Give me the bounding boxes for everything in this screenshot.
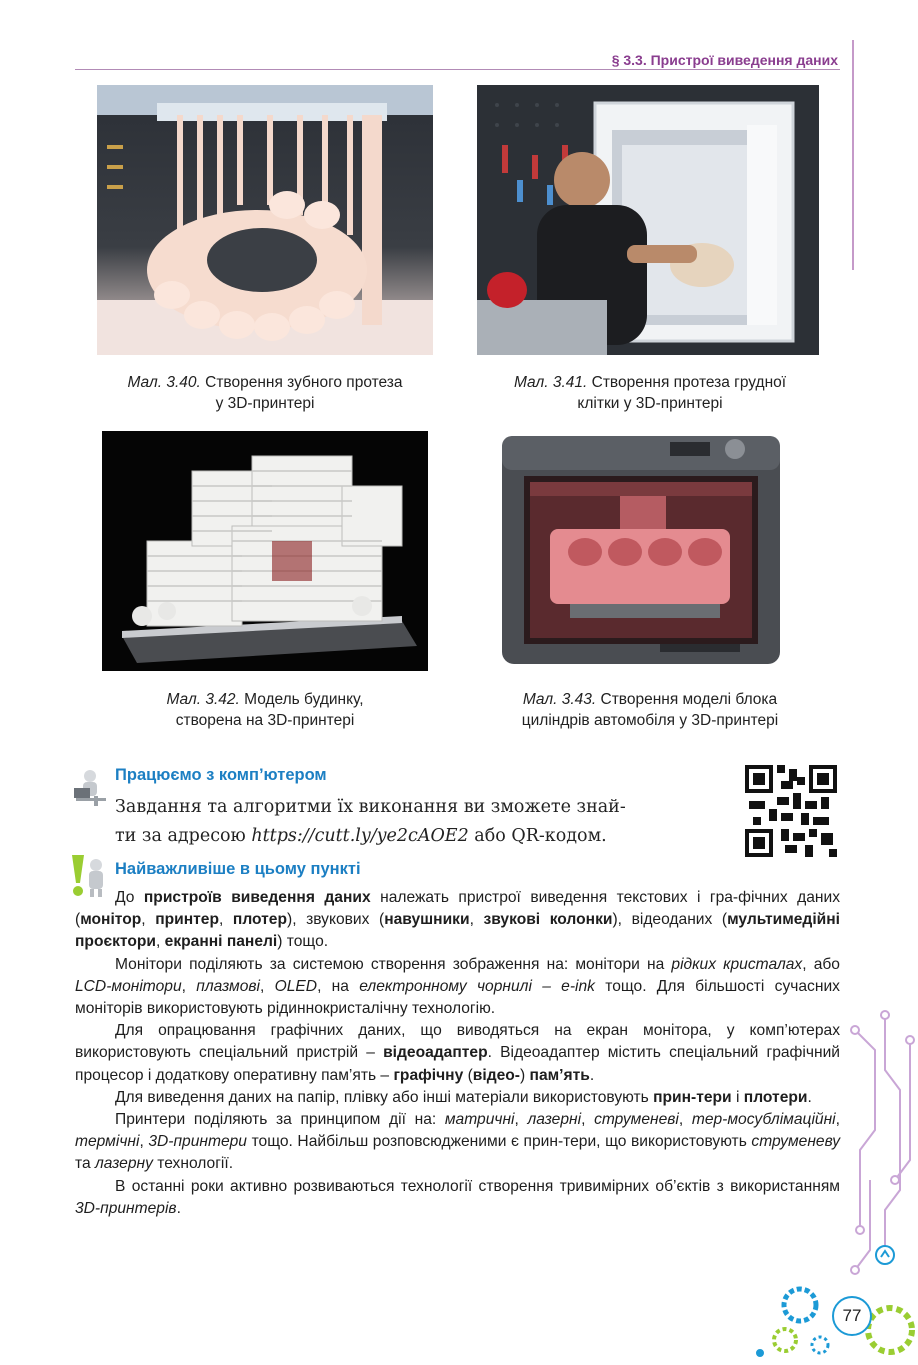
photo-engine-block-printer [500,434,782,666]
header-rule [75,69,840,70]
paragraph-6: В останні роки активно розвиваються технології створення тривимірних об’єктів з використанням 3D-принтерів. [75,1177,840,1217]
photo-chest-prosthesis-printer [477,85,819,355]
photo-building-model [102,431,428,671]
caption-fig-3-41: Мал. 3.41. Створення протеза грудної клітки у 3D-принтері [513,374,787,412]
photo-dental-prosthesis [97,85,433,355]
person-at-computer-icon [70,768,110,808]
task-url-link[interactable]: https://cutt.ly/ye2cAOE2 [251,826,469,846]
caption-label: Мал. 3.43. [522,691,597,708]
qr-code[interactable] [745,765,837,857]
paragraph-2: Монітори поділяють за системою створення зображення на: монітори на рідких кристалах, або LCD-монітори, плазмові, OLED, на електронному чорнилі – e-ink тощо. Для більшості сучасних моніторів використовують рідиннокристалічну технологію. [75,955,840,1018]
computer-section-title: Працюємо з комп’ютером [115,766,327,784]
paragraph-5: Принтери поділяють за принципом дії на: матричні, лазерні, струменеві, тер-мосублімаційні, термічні, 3D-принтери тощо. Найбільш розповсюдженими є прин-тери, що використовують струменеву та лазерну технології. [75,1111,840,1173]
caption-label: Мал. 3.40. [127,374,201,391]
computer-section-text: Завдання та алгоритми їх виконання ви зможете знай- ти за адресою https://cutt.ly/ye2cAOE2 або QR-кодом. [115,797,626,846]
paragraph-1: До пристроїв виведення даних належать пристрої виведення текстових і гра-фічних даних (монітор, принтер, плотер), звукових (навушники, звукові колонки), відеоданих (мультимедійні проєктори, екранні панелі) тощо. [75,889,840,951]
paragraph-4: Для виведення даних на папір, плівку або інші матеріали використовують прин-тери і плотери. [115,1088,812,1106]
caption-fig-3-42: Мал. 3.42. Модель будинку, створена на 3D-принтері [166,691,364,729]
paragraph-3: Для опрацювання графічних даних, що виводяться на екран монітора, у комп’ютерах використовують спеціальний пристрій – відеоадаптер. Відеоадаптер містить спеціальний графічний процесор і додаткову оперативну пам’ять – графічну (відео-) пам’ять. [75,1022,840,1084]
caption-fig-3-43: Мал. 3.43. Створення моделі блока циліндрів автомобіля у 3D-принтері [521,691,779,729]
side-rule [852,40,854,270]
caption-label: Мал. 3.41. [513,374,588,391]
caption-label: Мал. 3.42. [166,691,240,708]
gears-decoration-icon [750,1235,918,1360]
main-body-text [75,887,840,1220]
caption-fig-3-40: Мал. 3.40. Створення зубного протеза у 3D-принтері [127,374,403,412]
section-header-title: § 3.3. Пристрої виведення даних [611,52,838,68]
page-number: 77 [832,1296,872,1336]
main-section-title: Найважливіше в цьому пункті [115,860,361,878]
